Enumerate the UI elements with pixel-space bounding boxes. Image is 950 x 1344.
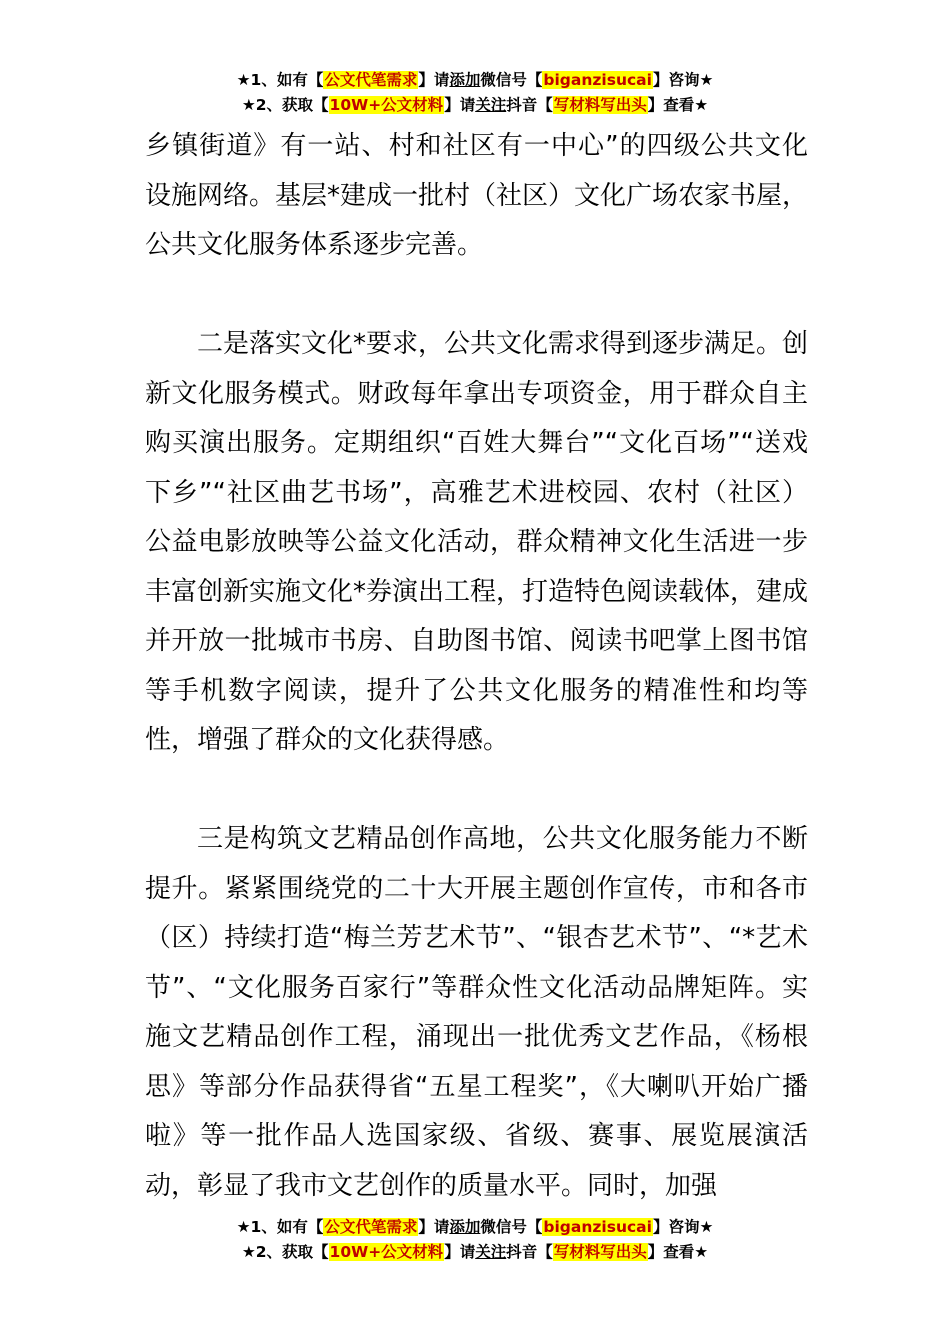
paragraph: 三是构筑文艺精品创作高地，公共文化服务能力不断提升。紧紧围绕党的二十大开展主题创作宣传，市和各市（区）持续打造“梅兰芳艺术节”、“银杏艺术节”、“*艺术节”、“文化服务百家行”等群众性文化活动品牌矩阵。实施文艺精品创作工程，涌现出一批优秀文艺作品，《杨根思》等部分作品获得省“五星工程奖”，《大喇叭开始广播啦》等一批作品人选国家级、省级、赛事、展览展演活动，彰显了我市文艺创作的质量水平。同时，加强 (145, 824, 808, 1201)
banner-text: ★2、获取【 (241, 96, 329, 114)
banner-text: 抖音【 (506, 96, 553, 114)
banner-line-2 (0, 1240, 950, 1265)
banner-highlight: biganzisucai (543, 1218, 652, 1236)
banner-text: ★1、如有【 (236, 71, 324, 89)
document-body (145, 122, 808, 1211)
banner-underlined: 添加 (449, 1218, 481, 1236)
banner-text: 】请 (418, 1218, 450, 1236)
banner-underlined: 关注 (475, 1243, 507, 1261)
header-banner (0, 68, 950, 118)
banner-text: 微信号【 (480, 71, 543, 89)
banner-text: 】咨询★ (652, 1218, 714, 1236)
paragraph: 二是落实文化*要求，公共文化需求得到逐步满足。创新文化服务模式。财政每年拿出专项资金，用于群众自主购买演出服务。定期组织“百姓大舞台”“文化百场”“送戏下乡”“社区曲艺书场”，高雅艺术进校园、农村（社区）公益电影放映等公益文化活动，群众精神文化生活进一步丰富创新实施文化*券演出工程，打造特色阅读载体，建成并开放一批城市书房、自助图书馆、阅读书吧掌上图书馆等手机数字阅读，提升了公共文化服务的精准性和均等性，增强了群众的文化获得感。 (145, 329, 809, 755)
banner-line-2 (0, 93, 950, 118)
banner-highlight: biganzisucai (543, 71, 652, 89)
banner-text: ★1、如有【 (236, 1218, 324, 1236)
banner-text: 微信号【 (480, 1218, 543, 1236)
banner-highlight: 10W+公文材料 (329, 1243, 444, 1261)
banner-text: 】请 (444, 96, 476, 114)
banner-line-1 (0, 68, 950, 93)
footer-banner (0, 1215, 950, 1265)
banner-underlined: 添加 (449, 71, 481, 89)
banner-line-1 (0, 1215, 950, 1240)
banner-text: 】查看★ (647, 1243, 709, 1261)
banner-text: 抖音【 (506, 1243, 553, 1261)
paragraph: 乡镇街道》有一站、村和社区有一中心”的四级公共文化设施网络。基层*建成一批村（社区）文化广场农家书屋，公共文化服务体系逐步完善。 (145, 131, 809, 260)
banner-text: 】请 (418, 71, 450, 89)
banner-highlight: 公文代笔需求 (324, 1218, 418, 1236)
banner-underlined: 关注 (475, 96, 507, 114)
banner-highlight: 写材料写出头 (553, 96, 647, 114)
banner-text: 】咨询★ (652, 71, 714, 89)
banner-text: 】查看★ (647, 96, 709, 114)
banner-highlight: 写材料写出头 (553, 1243, 647, 1261)
banner-highlight: 公文代笔需求 (324, 71, 418, 89)
banner-highlight: 10W+公文材料 (329, 96, 444, 114)
banner-text: ★2、获取【 (241, 1243, 329, 1261)
banner-text: 】请 (444, 1243, 476, 1261)
